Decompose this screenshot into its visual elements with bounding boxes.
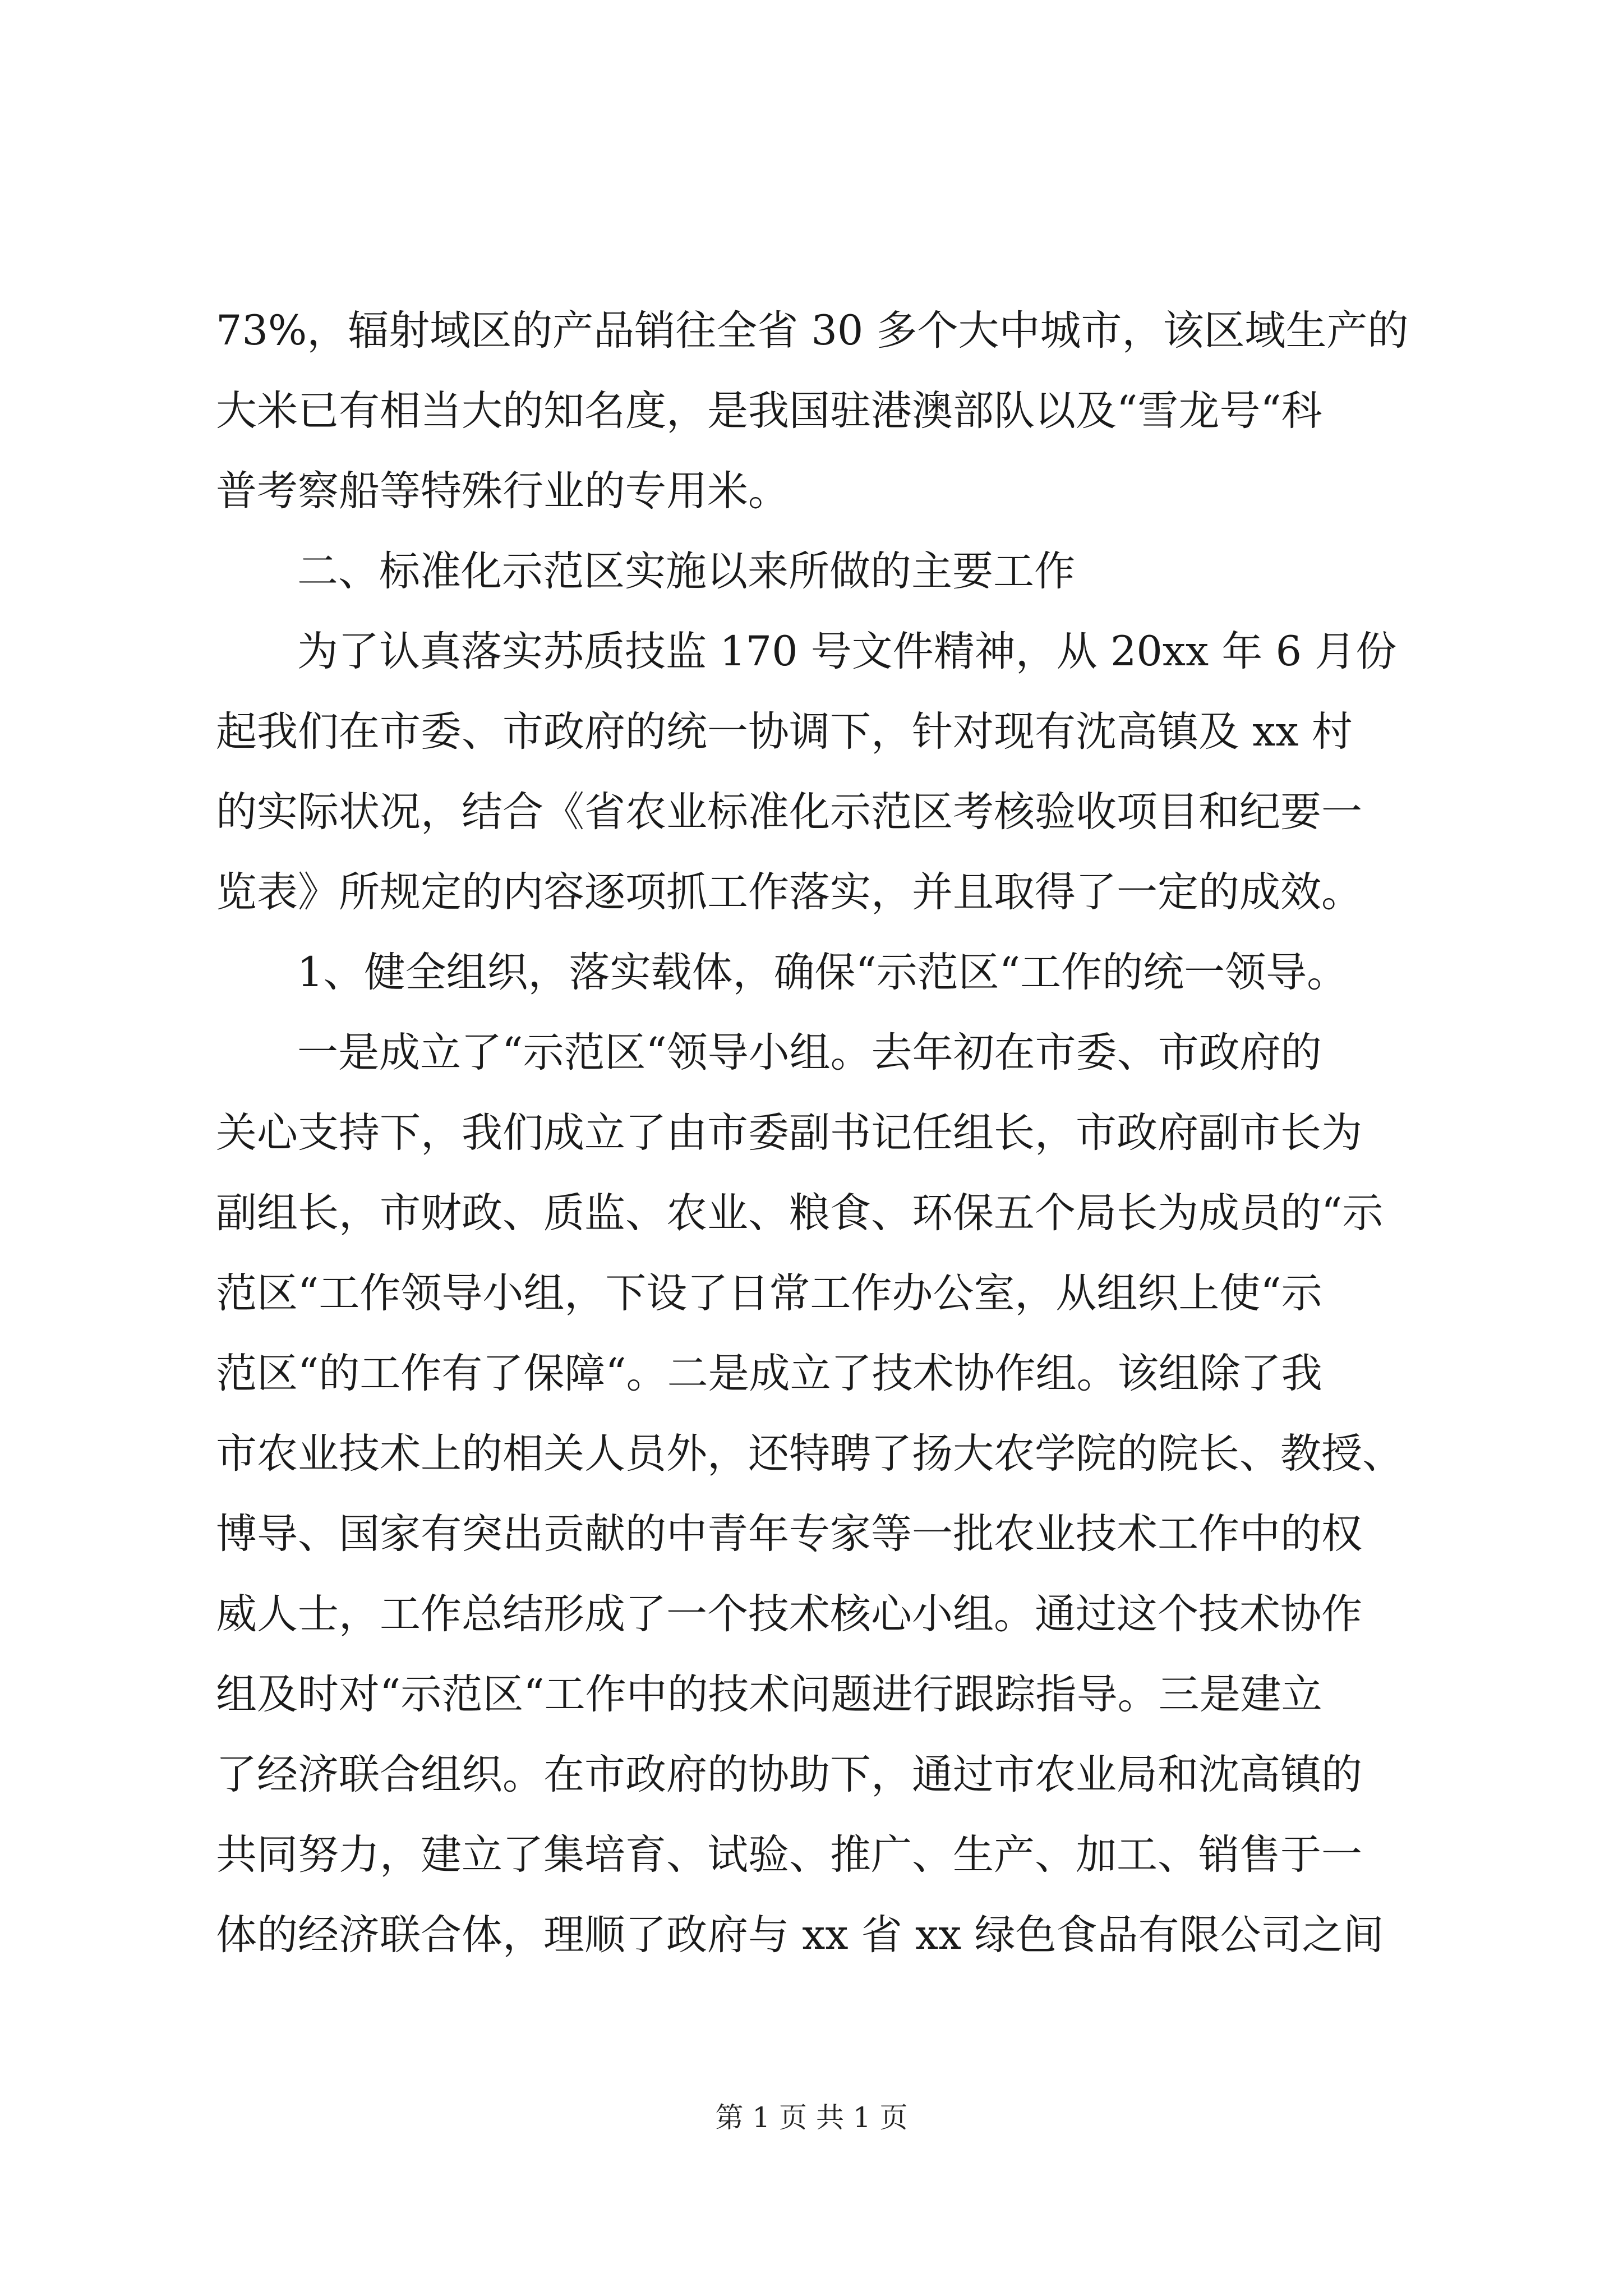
body-line-21: 体的经济联合体，理顺了政府与 xx 省 xx 绿色食品有限公司之间 bbox=[216, 1911, 1384, 1959]
body-line-13: 范区“工作领导小组，下设了日常工作办公室，从组织上使“示 bbox=[216, 1269, 1322, 1317]
body-line-1: 73%，辐射域区的产品销往全省 30 多个大中城市，该区域生产的 bbox=[216, 307, 1409, 355]
subsection-heading: 1、健全组织，落实载体，确保“示范区“工作的统一领导。 bbox=[297, 949, 1348, 996]
body-line-12: 副组长，市财政、质监、农业、粮食、环保五个局长为成员的“示 bbox=[216, 1189, 1384, 1237]
body-line-8: 览表》所规定的内容逐项抓工作落实，并且取得了一定的成效。 bbox=[216, 868, 1362, 916]
body-line-20: 共同努力，建立了集培育、试验、推广、生产、加工、销售于一 bbox=[216, 1831, 1362, 1879]
body-line-16: 博导、国家有突出贡献的中青年专家等一批农业技术工作中的权 bbox=[216, 1510, 1362, 1558]
body-line-19: 了经济联合组织。在市政府的协助下，通过市农业局和沈高镇的 bbox=[216, 1751, 1362, 1798]
section-heading: 二、标准化示范区实施以来所做的主要工作 bbox=[297, 547, 1075, 595]
page-footer: 第 1 页 共 1 页 bbox=[715, 2101, 908, 2134]
body-line-6: 起我们在市委、市政府的统一协调下，针对现有沈高镇及 xx 村 bbox=[216, 708, 1353, 756]
body-line-14: 范区“的工作有了保障“。二是成立了技术协作组。该组除了我 bbox=[216, 1350, 1322, 1397]
body-line-15: 市农业技术上的相关人员外，还特聘了扬大农学院的院长、教授、 bbox=[216, 1430, 1403, 1478]
body-line-7: 的实际状况，结合《省农业标准化示范区考核验收项目和纪要一 bbox=[216, 788, 1362, 836]
body-line-18: 组及时对“示范区“工作中的技术问题进行跟踪指导。三是建立 bbox=[216, 1671, 1322, 1718]
body-line-3: 普考察船等特殊行业的专用米。 bbox=[216, 467, 789, 515]
body-line-11: 关心支持下，我们成立了由市委副书记任组长，市政府副市长为 bbox=[216, 1109, 1362, 1157]
body-line-2: 大米已有相当大的知名度，是我国驻港澳部队以及“雪龙号“科 bbox=[216, 387, 1322, 435]
body-line-10: 一是成立了“示范区“领导小组。去年初在市委、市政府的 bbox=[297, 1029, 1322, 1076]
body-line-5: 为了认真落实苏质技监 170 号文件精神，从 20xx 年 6 月份 bbox=[297, 628, 1397, 675]
body-line-17: 威人士，工作总结形成了一个技术核心小组。通过这个技术协作 bbox=[216, 1590, 1362, 1638]
